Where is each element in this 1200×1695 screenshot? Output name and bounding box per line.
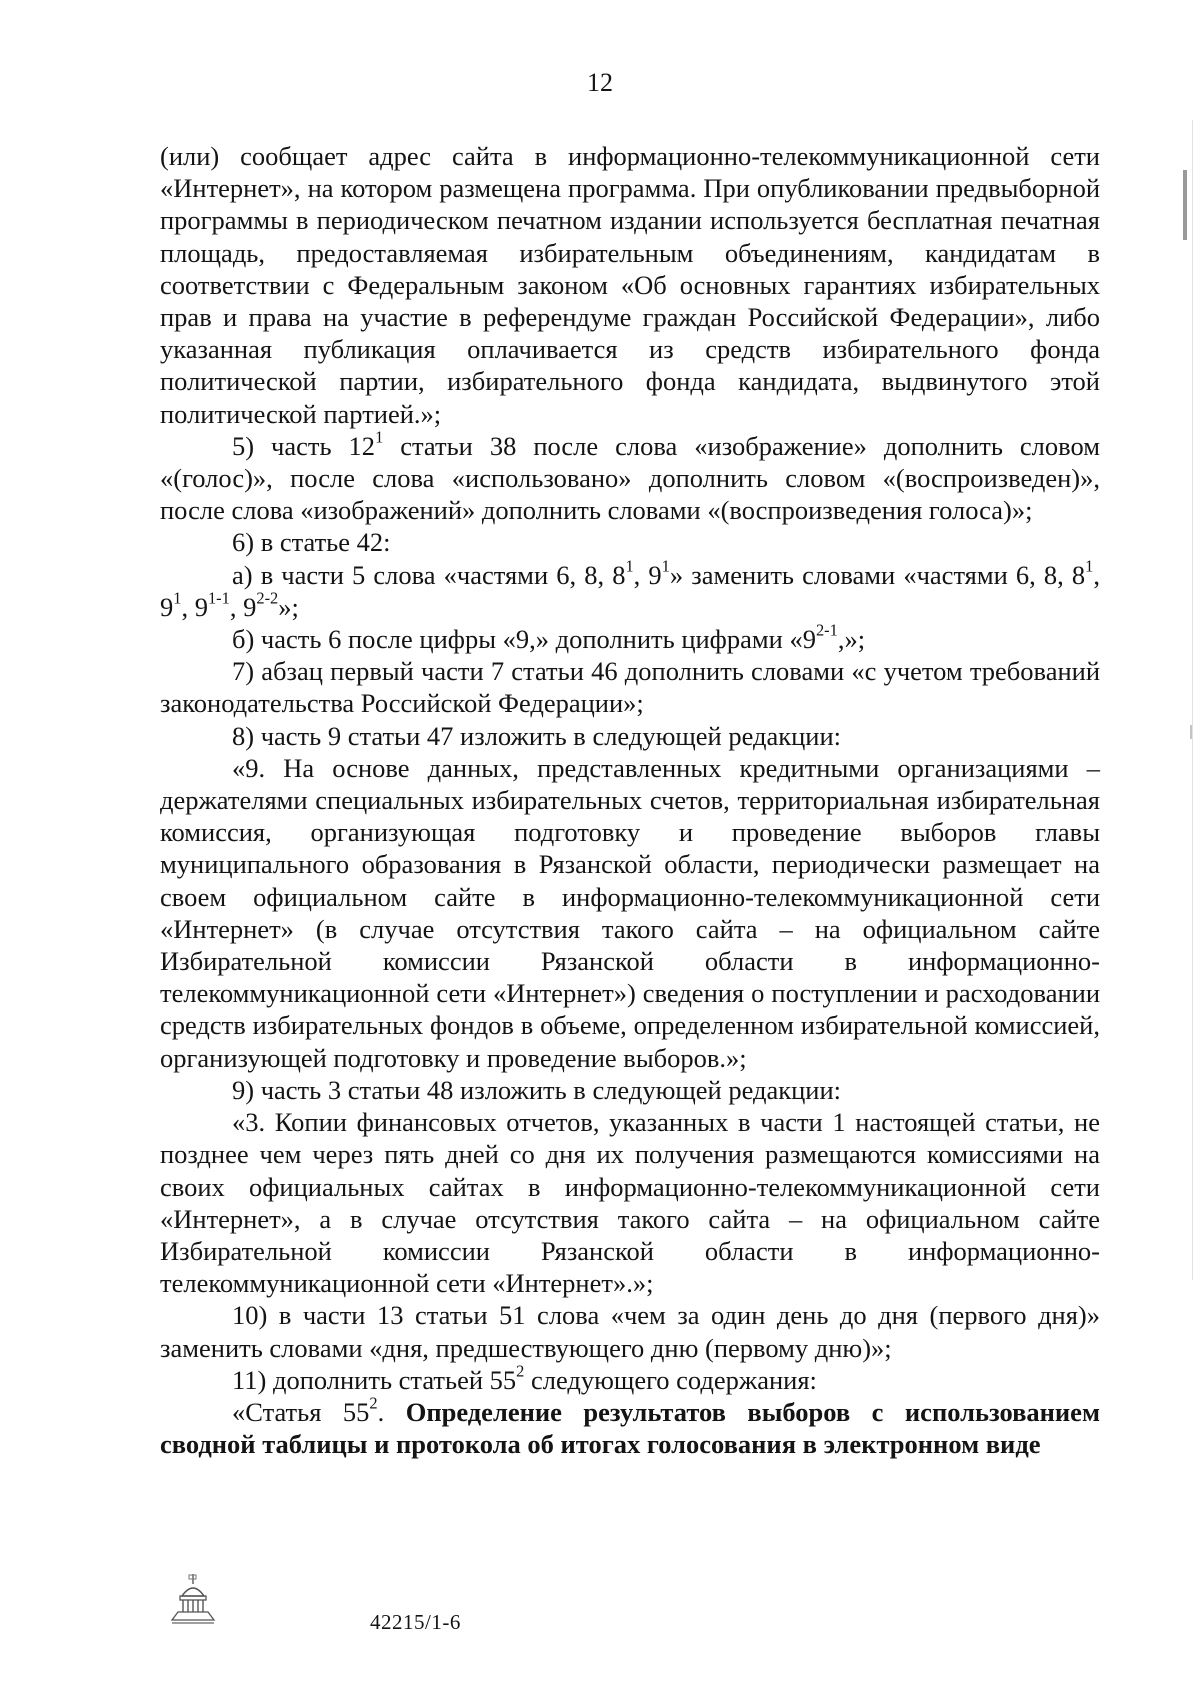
superscript-index: 2-1: [815, 620, 838, 640]
paragraph: [160, 1299, 1100, 1363]
paragraph-text: , 9: [160, 559, 1100, 622]
paragraph-text: б) часть 6 после цифры «9,» дополнить цифрами «9: [232, 624, 816, 655]
superscript-index: 1: [173, 588, 182, 608]
document-body: [160, 140, 1100, 1460]
paragraph: [160, 526, 1100, 558]
paragraph-text: «3. Копии финансовых отчетов, указанных в части 1 настоящей статьи, не позднее чем через пять дней со дня их получения размещаются комиссиями на своих официальных сайтах в информационно-телекоммуникационной сети «Интернет», а в случае отсутствия такого сайта – на официальном сайте Избирательной комиссии Рязанской области в информационно-телекоммуникационной сети «Интернет».»;: [160, 1107, 1100, 1299]
paragraph-text: статьи 38 после слова «изображение» дополнить словом «(голос)», после слова «использовано» дополнить словом «(воспроизведен)», после слова «изображений» дополнить словами «(воспроизведения голоса)»;: [160, 430, 1100, 526]
superscript-index: 1-1: [207, 588, 230, 608]
paragraph-text: 7) абзац первый части 7 статьи 46 дополнить словами «с учетом требований законодательства Российской Федерации»;: [160, 656, 1100, 719]
state-duma-building-icon: [168, 1572, 218, 1624]
paragraph-text: , 9: [229, 591, 257, 622]
paragraph: [160, 556, 1100, 623]
paragraph: [160, 1393, 1100, 1460]
paragraph-text: (или) сообщает адрес сайта в информационно-телекоммуникационной сети «Интернет», на котором размещена программа. При опубликовании предвыборной программы в периодическом печатном издании используется бесплатная печатная площадь, предоставляемая избирательным объединениям, кандидатам в соответствии с Федеральным законом «Об основных гарантиях избирательных прав и права на участие в референдуме граждан Российской Федерации», либо указанная публикация оплачивается из средств избирательного фонда политической партии, избирательного фонда кандидата, выдвинутого этой политической партией.»;: [160, 141, 1100, 429]
paragraph: [160, 1074, 1100, 1106]
superscript-index: 1: [1085, 556, 1094, 576]
paragraph-text: «9. На основе данных, представленных кредитными организациями – держателями специальных избирательных счетов, территориальная избирательная комиссия, организующая подготовку и проведение выборов главы муниципального образования в Рязанской области, периодически размещает на своем официальном сайте в информационно-телекоммуникационной сети «Интернет» (в случае отсутствия такого сайта – на официальном сайте Избирательной комиссии Рязанской области в информационно-телекоммуникационной сети «Интернет») сведения о поступлении и расходовании средств избирательных фондов в объеме, определенном избирательной комиссией, организующей подготовку и проведение выборов.»;: [160, 752, 1100, 1073]
paragraph: [160, 1361, 1100, 1396]
paragraph: [160, 140, 1100, 430]
paragraph: [160, 427, 1100, 527]
paragraph: [160, 620, 1100, 655]
paragraph: [160, 1106, 1100, 1299]
paragraph-text: 5) часть 12: [232, 430, 376, 461]
paragraph-text: » заменить словами «частями 6, 8, 8: [669, 559, 1086, 590]
paragraph: [160, 752, 1100, 1074]
paragraph-text: 10) в части 13 статьи 51 слова «чем за один день до дня (первого дня)» заменить словами «дня, предшествующего дню (первому дню)»;: [160, 1300, 1100, 1363]
paragraph: [160, 655, 1100, 719]
scan-artifact: [1190, 725, 1192, 739]
paragraph: [160, 720, 1100, 752]
paragraph-text: следующего содержания:: [524, 1364, 817, 1395]
paragraph-text: «Статья 55: [232, 1396, 370, 1427]
superscript-index: 2: [516, 1361, 525, 1381]
paragraph-text: а) в части 5 слова «частями 6, 8, 8: [232, 559, 626, 590]
page-number: 12: [587, 68, 613, 97]
superscript-index: 1: [625, 556, 634, 576]
paragraph-text: , 9: [181, 591, 208, 622]
scan-artifact: [1192, 120, 1193, 1280]
article-heading-text: Определение результатов выборов с использованием сводной таблицы и протокола об итогах голосования в электронном виде: [160, 1396, 1100, 1460]
paragraph-text: 11) дополнить статьей 55: [232, 1364, 517, 1395]
superscript-index: 2-2: [256, 588, 279, 608]
paragraph-text: , 9: [633, 559, 662, 590]
scan-artifact: [1183, 170, 1187, 240]
paragraph-text: »;: [278, 591, 299, 622]
paragraph-text: 9) часть 3 статьи 48 изложить в следующей редакции:: [232, 1074, 842, 1105]
paragraph-text: .: [377, 1396, 406, 1427]
paragraph-text: ,»;: [837, 624, 866, 655]
superscript-index: 1: [375, 427, 384, 447]
superscript-index: 1: [661, 556, 670, 576]
superscript-index: 2: [369, 1393, 378, 1413]
paragraph-text: 6) в статье 42:: [232, 527, 391, 558]
document-code: 42215/1-6: [370, 1610, 461, 1634]
paragraph-text: 8) часть 9 статьи 47 изложить в следующей редакции:: [232, 720, 842, 751]
